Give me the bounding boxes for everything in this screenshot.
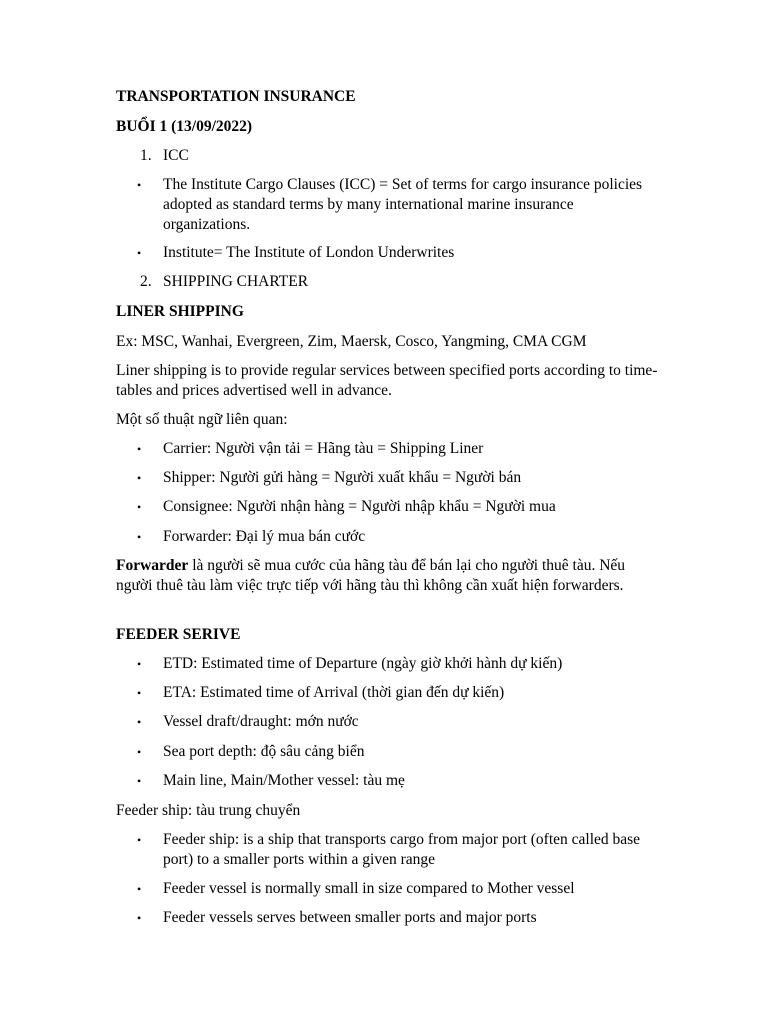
list-item: Feeder vessel is normally small in size compared to Mother vessel xyxy=(163,880,575,897)
bullet-icon: • xyxy=(137,745,142,759)
list-item: ETA: Estimated time of Arrival (thời gian đến dự kiến) xyxy=(163,684,505,701)
document-title: TRANSPORTATION INSURANCE xyxy=(116,88,356,105)
list-number: 2. xyxy=(140,273,152,290)
forwarder-paragraph xyxy=(116,556,646,596)
bullet-icon: • xyxy=(137,442,142,456)
bullet-icon: • xyxy=(137,530,142,544)
bullet-icon: • xyxy=(137,657,142,671)
terms-intro: Một số thuật ngữ liên quan: xyxy=(116,411,288,428)
list-item: Institute= The Institute of London Underwrites xyxy=(163,244,455,261)
list-item: Feeder vessels serves between smaller ports and major ports xyxy=(163,909,537,926)
bullet-icon: • xyxy=(137,178,142,192)
forwarder-term: Forwarder xyxy=(116,557,189,574)
liner-examples: Ex: MSC, Wanhai, Evergreen, Zim, Maersk, Cosco, Yangming, CMA CGM xyxy=(116,333,587,350)
list-item: Consignee: Người nhận hàng = Người nhập khẩu = Người mua xyxy=(163,498,556,515)
bullet-icon: • xyxy=(137,911,142,925)
list-item: The Institute Cargo Clauses (ICC) = Set of terms for cargo insurance policies adopted as standard terms by many international marine insurance organizations. xyxy=(163,176,643,233)
charter-heading: SHIPPING CHARTER xyxy=(163,273,309,290)
list-number: 1. xyxy=(140,147,152,164)
list-item: Feeder ship: is a ship that transports cargo from major port (often called base port) to a smaller ports within a given range xyxy=(163,831,641,868)
session-heading: BUỔI 1 (13/09/2022) xyxy=(116,118,253,135)
bullet-icon: • xyxy=(137,833,142,847)
list-item: Carrier: Người vận tải = Hãng tàu = Shipping Liner xyxy=(163,440,484,457)
bullet-icon: • xyxy=(137,471,142,485)
icc-heading: ICC xyxy=(163,147,189,164)
liner-heading: LINER SHIPPING xyxy=(116,303,244,320)
bullet-icon: • xyxy=(137,686,142,700)
list-item: Main line, Main/Mother vessel: tàu mẹ xyxy=(163,772,405,789)
bullet-icon: • xyxy=(137,246,142,260)
liner-definition: Liner shipping is to provide regular services between specified ports according to time- tables and prices advertised well in advance. xyxy=(116,362,658,399)
list-item: Forwarder: Đại lý mua bán cước xyxy=(163,528,366,545)
feeder-ship-intro: Feeder ship: tàu trung chuyển xyxy=(116,802,301,819)
list-item: Shipper: Người gửi hàng = Người xuất khẩu = Người bán xyxy=(163,469,522,486)
bullet-icon: • xyxy=(137,715,142,729)
list-item: Sea port depth: độ sâu cảng biển xyxy=(163,743,365,760)
forwarder-description: là người sẽ mua cước của hãng tàu để bán lại cho người thuê tàu. Nếu người thuê tàu làm việc trực tiếp với hãng tàu thì không cần xuất hiện forwarders. xyxy=(116,557,626,594)
bullet-icon: • xyxy=(137,882,142,896)
list-item: Vessel draft/draught: mớn nước xyxy=(163,713,359,730)
bullet-icon: • xyxy=(137,500,142,514)
feeder-heading: FEEDER SERIVE xyxy=(116,626,241,643)
list-item: ETD: Estimated time of Departure (ngày giờ khởi hành dự kiến) xyxy=(163,655,563,672)
bullet-icon: • xyxy=(137,774,142,788)
